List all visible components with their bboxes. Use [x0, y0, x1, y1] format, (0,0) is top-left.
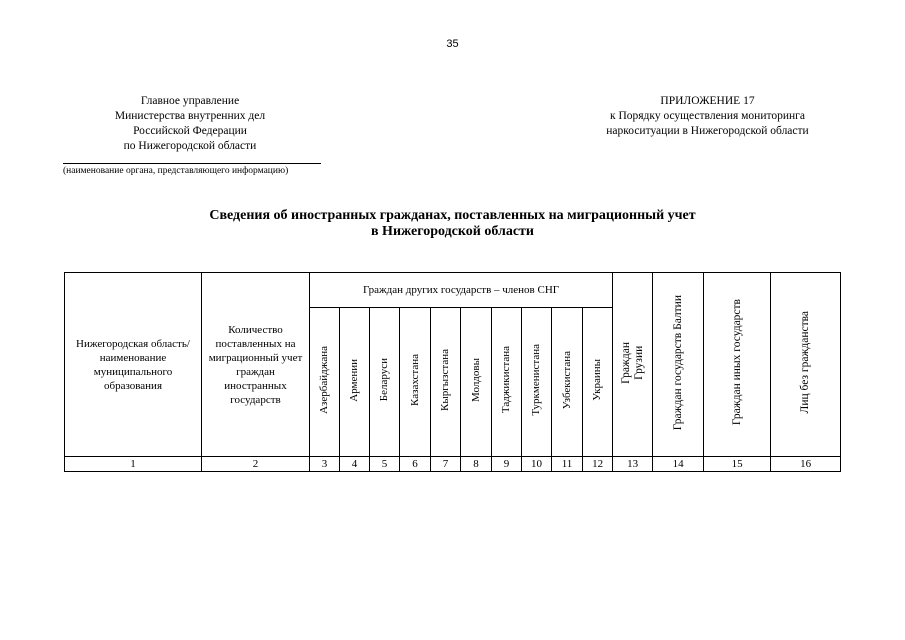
column-number: 6 — [400, 457, 431, 472]
column-number: 1 — [65, 457, 202, 472]
column-number: 5 — [370, 457, 400, 472]
column-number: 2 — [202, 457, 310, 472]
title-line: в Нижегородской области — [371, 224, 534, 239]
column-number: 7 — [431, 457, 461, 472]
column-number: 16 — [771, 457, 841, 472]
column-number: 8 — [461, 457, 492, 472]
column-number: 13 — [613, 457, 653, 472]
header-stateless: Лиц без гражданства — [771, 273, 841, 457]
title-line: Сведения об иностранных гражданах, поставленных на миграционный учет — [209, 208, 696, 223]
column-number: 3 — [310, 457, 340, 472]
header-other-states: Граждан иных государств — [704, 273, 771, 457]
header-region: Нижегородская область/ наименование муниципального образования — [65, 273, 202, 457]
header-country: Беларуси — [370, 308, 400, 457]
authority-line: Главное управление — [140, 95, 240, 107]
appendix-line: ПРИЛОЖЕНИЕ 17 — [660, 95, 755, 107]
header-country: Кыргызстана — [431, 308, 461, 457]
column-number: 4 — [340, 457, 370, 472]
header-baltic: Граждан государств Балтии — [653, 273, 704, 457]
appendix-line: к Порядку осуществления мониторинга — [609, 110, 805, 122]
document-title — [0, 208, 905, 240]
appendix-header — [585, 94, 830, 139]
header-country: Таджикистана — [492, 308, 522, 457]
column-number: 12 — [583, 457, 613, 472]
column-number: 10 — [522, 457, 552, 472]
column-number: 9 — [492, 457, 522, 472]
header-country: Азербайджана — [310, 308, 340, 457]
appendix-line: наркоситуации в Нижегородской области — [606, 125, 809, 137]
migration-table — [64, 272, 841, 472]
column-number: 14 — [653, 457, 704, 472]
header-country: Узбекистана — [552, 308, 583, 457]
header-country: Казахстана — [400, 308, 431, 457]
header-cis-group: Граждан других государств – членов СНГ — [310, 273, 613, 308]
header-country: Армении — [340, 308, 370, 457]
header-total-registered: Количество поставленных на миграционный учет граждан иностранных государств — [202, 273, 310, 457]
column-number: 11 — [552, 457, 583, 472]
column-number-row — [65, 457, 841, 472]
authority-line: по Нижегородской области — [123, 140, 257, 152]
authority-line: Министерства внутренних дел — [114, 110, 266, 122]
header-country: Молдовы — [461, 308, 492, 457]
authority-line: Российской Федерации — [133, 125, 247, 137]
header-georgia: Граждан Грузии — [613, 273, 653, 457]
column-number: 15 — [704, 457, 771, 472]
header-country: Украины — [583, 308, 613, 457]
header-country: Туркменистана — [522, 308, 552, 457]
org-name-caption: (наименование органа, представляющего информацию) — [63, 166, 289, 176]
page-number: 35 — [446, 38, 459, 50]
org-name-line — [63, 163, 321, 164]
issuing-authority — [100, 94, 280, 154]
